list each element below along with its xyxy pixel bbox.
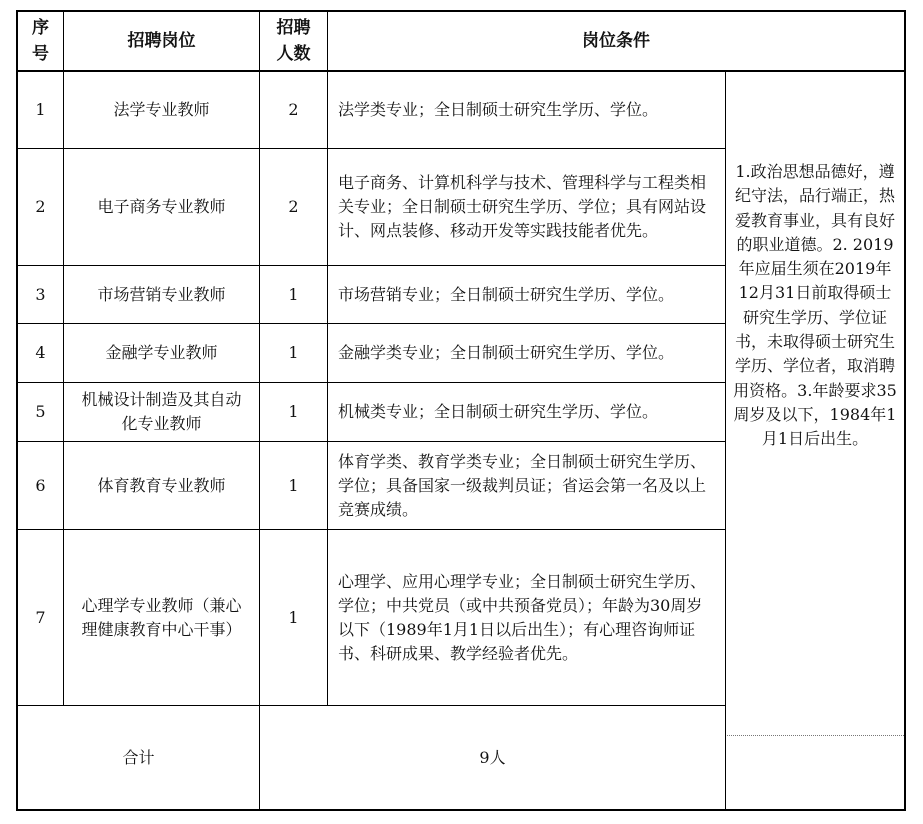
total-value: 9人 (479, 747, 506, 767)
row-condition: 法学类专业；全日制硕士研究生学历、学位。 (338, 100, 659, 119)
row-position: 金融学专业教师 (105, 343, 218, 362)
row-condition: 体育学类、教育学类专业；全日制硕士研究生学历、学位；具备国家一级裁判员证；省运会第一名及以上竞赛成绩。 (338, 451, 707, 519)
recruitment-table (16, 10, 906, 811)
row-position: 机械设计制造及其自动化专业教师 (81, 390, 242, 433)
row-count: 1 (288, 607, 299, 627)
row-index: 3 (35, 284, 46, 304)
row-count: 1 (288, 284, 299, 304)
row-position: 体育教育专业教师 (97, 475, 226, 495)
row-position: 法学专业教师 (113, 100, 210, 119)
row-condition: 市场营销专业；全日制硕士研究生学历、学位。 (338, 284, 675, 304)
header-index: 序号 (32, 18, 49, 64)
header-count: 招聘人数 (276, 18, 311, 64)
row-count: 1 (288, 343, 299, 362)
row-position: 心理学专业教师（兼心理健康教育中心干事） (81, 595, 242, 639)
row-condition: 机械类专业；全日制硕士研究生学历、学位。 (338, 402, 659, 421)
dotted-divider (725, 735, 906, 736)
row-index: 5 (35, 402, 46, 421)
row-condition: 电子商务、计算机科学与技术、管理科学与工程类相关专业；全日制硕士研究生学历、学位；具有网站设计、网点装修、移动开发等实践技能者优先。 (338, 173, 707, 240)
row-position: 电子商务专业教师 (97, 197, 226, 216)
border-bottom (16, 809, 906, 811)
border-right (904, 10, 906, 811)
row-position: 市场营销专业教师 (97, 284, 226, 304)
row-condition: 心理学、应用心理学专业；全日制硕士研究生学历、学位；中共党员（或中共预备党员）；年龄为30周岁以下（1989年1月1日以后出生）；有心理咨询师证书、科研成果、教学经验者优先。 (338, 571, 707, 663)
header-position: 招聘岗位 (127, 31, 196, 51)
row-index: 7 (35, 607, 46, 627)
row-count: 2 (288, 197, 299, 216)
row-count: 2 (288, 100, 299, 119)
row-count: 1 (288, 402, 299, 421)
row-index: 2 (35, 197, 46, 216)
row-index: 4 (35, 343, 46, 362)
row-index: 6 (35, 475, 46, 495)
header-conditions: 岗位条件 (582, 31, 650, 51)
row-index: 1 (35, 100, 46, 119)
total-label: 合计 (122, 747, 155, 767)
row-count: 1 (288, 475, 299, 495)
row-condition: 金融学类专业；全日制硕士研究生学历、学位。 (338, 343, 675, 362)
common-requirements: 1.政治思想品德好，遵纪守法，品行端正，热爱教育事业，具有良好的职业道德。2. 2019年应届生须在2019年12月31日前取得硕士研究生学历、学位证书，未取得硕士研究生学历、学位者，取消聘用资格。3.年龄要求35周岁及以下，1984年1月1日后出生。 (733, 162, 897, 449)
